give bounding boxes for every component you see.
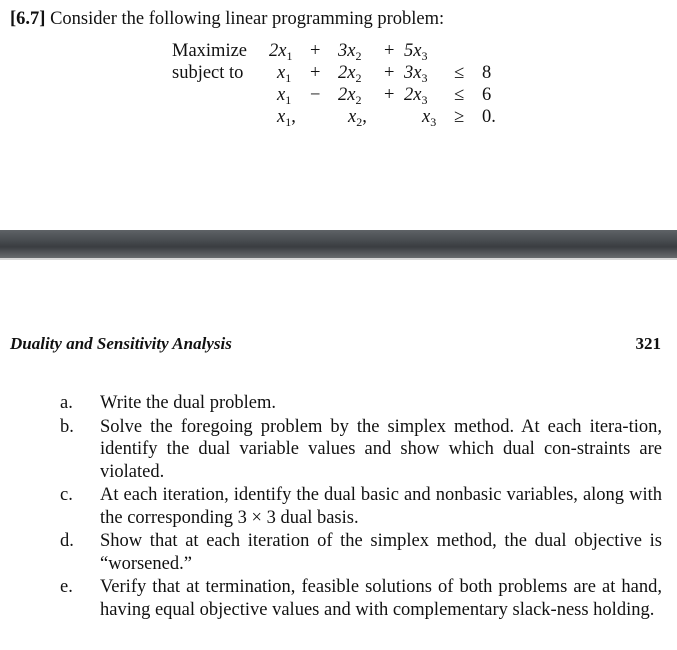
term bbox=[348, 106, 367, 128]
operator: + bbox=[310, 63, 321, 83]
item-text: At each iteration, identify the dual basic and nonbasic variables, along with the corresponding 3 × 3 dual basis. bbox=[100, 485, 662, 528]
operator: + bbox=[384, 41, 395, 61]
term bbox=[277, 62, 291, 84]
problem-intro: Consider the following linear programming problem: bbox=[50, 9, 445, 29]
operator: + bbox=[384, 85, 395, 105]
term bbox=[404, 62, 427, 84]
term bbox=[277, 106, 296, 128]
problem-heading bbox=[10, 9, 444, 30]
term-sub: 1 bbox=[285, 115, 292, 129]
rhs-value: 8 bbox=[482, 63, 492, 83]
term-var: 3x bbox=[404, 63, 422, 83]
term bbox=[404, 84, 427, 106]
term-sub: 1 bbox=[285, 93, 292, 107]
list-item bbox=[60, 530, 662, 575]
separator: , bbox=[362, 107, 367, 127]
term-var: x bbox=[277, 85, 286, 105]
term-sub: 2 bbox=[355, 49, 362, 63]
term-var: x bbox=[277, 63, 286, 83]
relation: ≤ bbox=[454, 85, 465, 105]
term-var: 2x bbox=[404, 85, 422, 105]
item-letter: b. bbox=[60, 416, 74, 437]
term-var: 2x bbox=[338, 85, 356, 105]
rhs-value: 0. bbox=[482, 107, 496, 127]
separator: , bbox=[291, 107, 296, 127]
term bbox=[422, 106, 436, 128]
exercise-list bbox=[60, 392, 662, 622]
term-sub: 3 bbox=[421, 49, 428, 63]
term-var: x bbox=[348, 107, 357, 127]
rhs-value: 6 bbox=[482, 85, 492, 105]
constraint-label: subject to bbox=[172, 63, 244, 83]
term bbox=[277, 84, 291, 106]
term-sub: 3 bbox=[430, 115, 437, 129]
relation: ≤ bbox=[454, 63, 465, 83]
term-sub: 1 bbox=[285, 71, 292, 85]
running-head: Duality and Sensitivity Analysis bbox=[10, 334, 232, 353]
item-letter: e. bbox=[60, 577, 73, 597]
item-letter: c. bbox=[60, 485, 73, 505]
list-item bbox=[60, 576, 662, 621]
item-text: Write the dual problem. bbox=[100, 393, 276, 413]
term bbox=[404, 40, 427, 62]
term-var: 3x bbox=[338, 41, 356, 61]
page-separator bbox=[0, 230, 677, 258]
item-letter: a. bbox=[60, 393, 73, 413]
term-sub: 3 bbox=[421, 71, 428, 85]
operator: − bbox=[310, 85, 321, 105]
term-sub: 2 bbox=[355, 93, 362, 107]
term-sub: 2 bbox=[356, 115, 363, 129]
term-sub: 1 bbox=[286, 49, 293, 63]
term-var: 5x bbox=[404, 41, 422, 61]
page-separator-edge bbox=[0, 258, 677, 260]
problem-number: [6.7] bbox=[10, 9, 46, 29]
objective-label: Maximize bbox=[172, 41, 248, 61]
item-text: Show that at each iteration of the simplex method, the dual objective is “worsened.” bbox=[100, 531, 662, 574]
item-letter: d. bbox=[60, 531, 74, 551]
list-item bbox=[60, 484, 662, 529]
term bbox=[338, 84, 361, 106]
term-var: x bbox=[422, 107, 431, 127]
operator: + bbox=[384, 63, 395, 83]
item-text: Solve the foregoing problem by the simplex method. At each itera-tion, identify the dual variable values and show which dual con-straints are violated. bbox=[100, 416, 662, 482]
operator: + bbox=[310, 41, 321, 61]
relation: ≥ bbox=[454, 107, 465, 127]
term bbox=[338, 62, 361, 84]
term-var: 2x bbox=[269, 41, 287, 61]
term bbox=[338, 40, 361, 62]
term-var: x bbox=[277, 107, 286, 127]
page-number: 321 bbox=[635, 334, 661, 353]
term bbox=[269, 40, 292, 62]
item-text: Verify that at termination, feasible solutions of both problems are at hand, having equal objective values and with complementary slack-ness holding. bbox=[100, 577, 662, 620]
list-item bbox=[60, 416, 662, 484]
list-item bbox=[60, 392, 662, 415]
term-sub: 2 bbox=[355, 71, 362, 85]
term-sub: 3 bbox=[421, 93, 428, 107]
term-var: 2x bbox=[338, 63, 356, 83]
